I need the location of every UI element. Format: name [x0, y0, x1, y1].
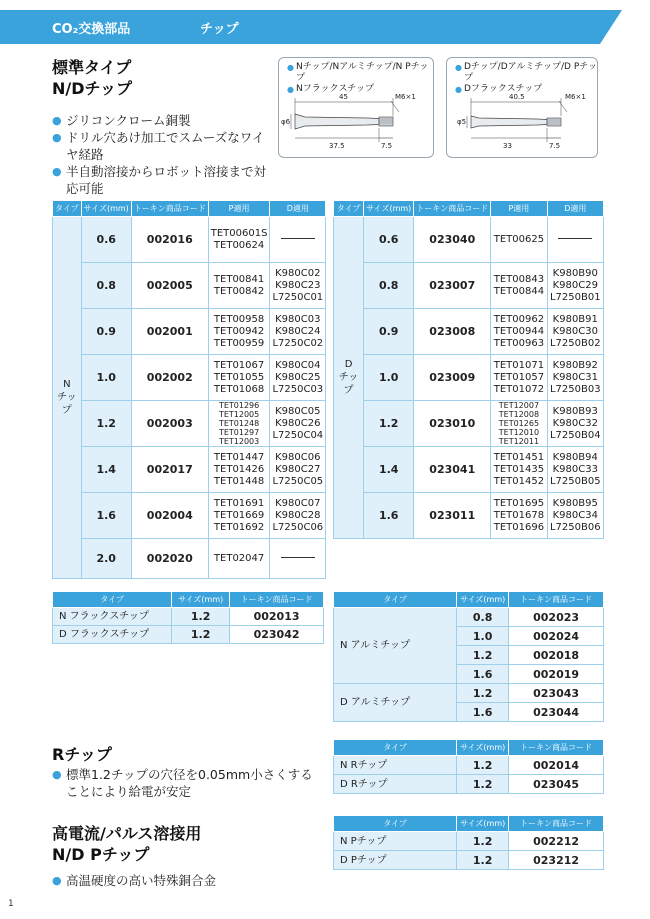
- d-cell: K980C02 K980C23 L7250C01: [270, 263, 326, 309]
- type-cell: N チップ: [53, 217, 82, 579]
- p-cell: TET00962 TET00944 TET00963: [491, 309, 547, 355]
- page-number: 1: [8, 899, 14, 909]
- d-cell: K980B93 K980C32 L7250B04: [547, 401, 603, 447]
- p-cell: TET01296 TET12005 TET01248 TET01297 TET12003: [208, 401, 270, 447]
- table-row: [53, 539, 326, 579]
- d-cell: K980B92 K980C31 L7250B03: [547, 355, 603, 401]
- n-thread-dim: M6×1: [395, 93, 416, 101]
- col-size: サイズ(mm): [364, 201, 414, 217]
- code-cell: 002002: [131, 355, 208, 401]
- n-body-dim: 37.5: [329, 142, 345, 150]
- d-tip-table: [333, 200, 604, 539]
- col-code: トーキン商品コード: [131, 201, 208, 217]
- bullet-item: ● 半自動溶接からロボット溶接まで対応可能: [52, 163, 267, 197]
- table-row: D アルミチップ 1.2 023043: [334, 684, 604, 703]
- col-size: サイズ(mm): [457, 740, 509, 756]
- col-d: D適用: [270, 201, 326, 217]
- code-cell: 023040: [414, 217, 491, 263]
- size-cell: 1.6: [81, 493, 131, 539]
- table-row: N Pチップ 1.2 002212: [334, 832, 604, 851]
- code-cell: 002001: [131, 309, 208, 355]
- d-cell: K980B94 K980C33 L7250B05: [547, 447, 603, 493]
- type-cell: D チップ: [334, 217, 364, 539]
- table-row: [53, 309, 326, 355]
- size-cell: 0.8: [364, 263, 414, 309]
- diagram-n-tip: [278, 57, 434, 158]
- col-type: タイプ: [53, 592, 172, 608]
- diagram-caption: ● Nチップ/Nアルミチップ/N Pチップ ● Nフラックスチップ: [287, 62, 433, 95]
- code-cell: 002016: [131, 217, 208, 263]
- table-row: 1.6 023044: [334, 703, 604, 722]
- size-cell: 1.6: [364, 493, 414, 539]
- code-cell: 023007: [414, 263, 491, 309]
- d-cell: K980C05 K980C26 L7250C04: [270, 401, 326, 447]
- col-type: タイプ: [334, 816, 457, 832]
- col-p: P適用: [208, 201, 270, 217]
- col-code: トーキン商品コード: [230, 592, 324, 608]
- code-cell: 002005: [131, 263, 208, 309]
- diagram-caption: ● Dチップ/Dアルミチップ/D Pチップ ● Dフラックスチップ: [455, 62, 597, 95]
- table-row: N フラックスチップ 1.2 002013: [53, 608, 324, 626]
- col-code: トーキン商品コード: [509, 740, 604, 756]
- none-dash: [281, 557, 315, 558]
- header-tip: [600, 10, 622, 44]
- p-tip-table: [333, 815, 604, 870]
- size-cell: 0.6: [81, 217, 131, 263]
- size-cell: 1.4: [81, 447, 131, 493]
- p-cell: TET12007 TET12008 TET01265 TET12010 TET12011: [491, 401, 547, 447]
- col-code: トーキン商品コード: [414, 201, 491, 217]
- none-dash: [281, 238, 315, 239]
- size-cell: 0.8: [81, 263, 131, 309]
- section3-bullets: [52, 872, 342, 889]
- size-cell: 0.9: [364, 309, 414, 355]
- table-row: [53, 355, 326, 401]
- table-row: [334, 447, 604, 493]
- table-row: [53, 493, 326, 539]
- col-size: サイズ(mm): [457, 816, 509, 832]
- bullet-item: ● ドリル穴あけ加工でスムーズなワイヤ経路: [52, 129, 267, 163]
- p-cell: TET00841 TET00842: [208, 263, 270, 309]
- code-cell: 023008: [414, 309, 491, 355]
- table-row: [334, 355, 604, 401]
- n-total-dim: 45: [339, 93, 348, 101]
- d-dia-dim: φ5: [457, 118, 467, 126]
- p-cell: TET01071 TET01057 TET01072: [491, 355, 547, 401]
- n-tip-table: [52, 200, 326, 579]
- p-cell: TET01691 TET01669 TET01692: [208, 493, 270, 539]
- code-cell: 002004: [131, 493, 208, 539]
- col-type: タイプ: [334, 740, 457, 756]
- bullet-item: ● 標準1.2チップの穴径を0.05mm小さくすることにより給電が安定: [52, 766, 314, 800]
- col-size: サイズ(mm): [457, 592, 509, 608]
- col-code: トーキン商品コード: [509, 816, 604, 832]
- col-size: サイズ(mm): [81, 201, 131, 217]
- size-cell: 0.6: [364, 217, 414, 263]
- p-cell: TET02047: [208, 539, 270, 579]
- page-header: [0, 10, 622, 44]
- d-cell: K980C04 K980C25 L7250C03: [270, 355, 326, 401]
- col-d: D適用: [547, 201, 603, 217]
- col-type: タイプ: [53, 201, 82, 217]
- p-cell: TET01447 TET01426 TET01448: [208, 447, 270, 493]
- p-cell: TET00601S TET00624: [208, 217, 270, 263]
- d-cell: K980B91 K980C30 L7250B02: [547, 309, 603, 355]
- d-cell: K980B90 K980C29 L7250B01: [547, 263, 603, 309]
- p-cell: TET01067 TET01055 TET01068: [208, 355, 270, 401]
- flux-tip-table: [52, 591, 324, 644]
- size-cell: 1.4: [364, 447, 414, 493]
- table-row: [53, 401, 326, 447]
- d-cell: [270, 539, 326, 579]
- section1-title: 標準タイプ N/Dチップ: [52, 58, 133, 98]
- table-row: [53, 217, 326, 263]
- size-cell: 1.0: [364, 355, 414, 401]
- p-cell: TET00843 TET00844: [491, 263, 547, 309]
- d-body-dim: 33: [503, 142, 512, 150]
- col-type: タイプ: [334, 201, 364, 217]
- bullet-item: ● ジリコンクローム銅製: [52, 112, 267, 129]
- d-tip-drawing: [447, 58, 599, 159]
- table-row: N アルミチップ 0.8 002023: [334, 608, 604, 627]
- code-cell: 023011: [414, 493, 491, 539]
- section2-bullets: [52, 766, 342, 800]
- col-type: タイプ: [334, 592, 457, 608]
- d-cell: [270, 217, 326, 263]
- table-row: 1.0 002024: [334, 627, 604, 646]
- header-category: CO₂交換部品: [52, 22, 131, 37]
- code-cell: 023009: [414, 355, 491, 401]
- table-row: N Rチップ 1.2 002014: [334, 756, 604, 775]
- p-cell: TET00625: [491, 217, 547, 263]
- col-code: トーキン商品コード: [509, 592, 604, 608]
- table-row: D Rチップ 1.2 023045: [334, 775, 604, 794]
- d-cell: K980C06 K980C27 L7250C05: [270, 447, 326, 493]
- table-row: D フラックスチップ 1.2 023042: [53, 626, 324, 644]
- code-cell: 002017: [131, 447, 208, 493]
- d-cell: K980B95 K980C34 L7250B06: [547, 493, 603, 539]
- d-cell: [547, 217, 603, 263]
- r-tip-table: [333, 739, 604, 794]
- header-subcategory: チップ: [200, 22, 239, 37]
- section2-title: Rチップ: [52, 745, 112, 764]
- table-row: 1.6 002019: [334, 665, 604, 684]
- none-dash: [558, 238, 592, 239]
- p-cell: TET01451 TET01435 TET01452: [491, 447, 547, 493]
- code-cell: 002003: [131, 401, 208, 447]
- table-row: [53, 263, 326, 309]
- col-size: サイズ(mm): [172, 592, 230, 608]
- size-cell: 2.0: [81, 539, 131, 579]
- alu-tip-table: [333, 591, 604, 722]
- size-cell: 1.0: [81, 355, 131, 401]
- d-cell: K980C07 K980C28 L7250C06: [270, 493, 326, 539]
- section1-bullets: [52, 112, 267, 197]
- code-cell: 023010: [414, 401, 491, 447]
- p-cell: TET01695 TET01678 TET01696: [491, 493, 547, 539]
- section3-title: 高電流/パルス溶接用 N/D Pチップ: [52, 824, 202, 864]
- table-row: [53, 447, 326, 493]
- n-end-dim: 7.5: [381, 142, 393, 150]
- table-row: [334, 217, 604, 263]
- bullet-item: ● 高温硬度の高い特殊銅合金: [52, 872, 342, 889]
- d-total-dim: 40.5: [509, 93, 525, 101]
- table-row: [334, 401, 604, 447]
- table-row: [334, 263, 604, 309]
- diagram-d-tip: [446, 57, 598, 158]
- code-cell: 023041: [414, 447, 491, 493]
- size-cell: 0.9: [81, 309, 131, 355]
- n-tip-drawing: [279, 58, 435, 159]
- d-end-dim: 7.5: [549, 142, 561, 150]
- table-row: D Pチップ 1.2 023212: [334, 851, 604, 870]
- p-cell: TET00958 TET00942 TET00959: [208, 309, 270, 355]
- table-row: [334, 309, 604, 355]
- table-row: [334, 493, 604, 539]
- col-p: P適用: [491, 201, 547, 217]
- n-dia-dim: φ6: [281, 118, 291, 126]
- d-cell: K980C03 K980C24 L7250C02: [270, 309, 326, 355]
- d-thread-dim: M6×1: [565, 93, 586, 101]
- table-row: 1.2 002018: [334, 646, 604, 665]
- size-cell: 1.2: [364, 401, 414, 447]
- code-cell: 002020: [131, 539, 208, 579]
- size-cell: 1.2: [81, 401, 131, 447]
